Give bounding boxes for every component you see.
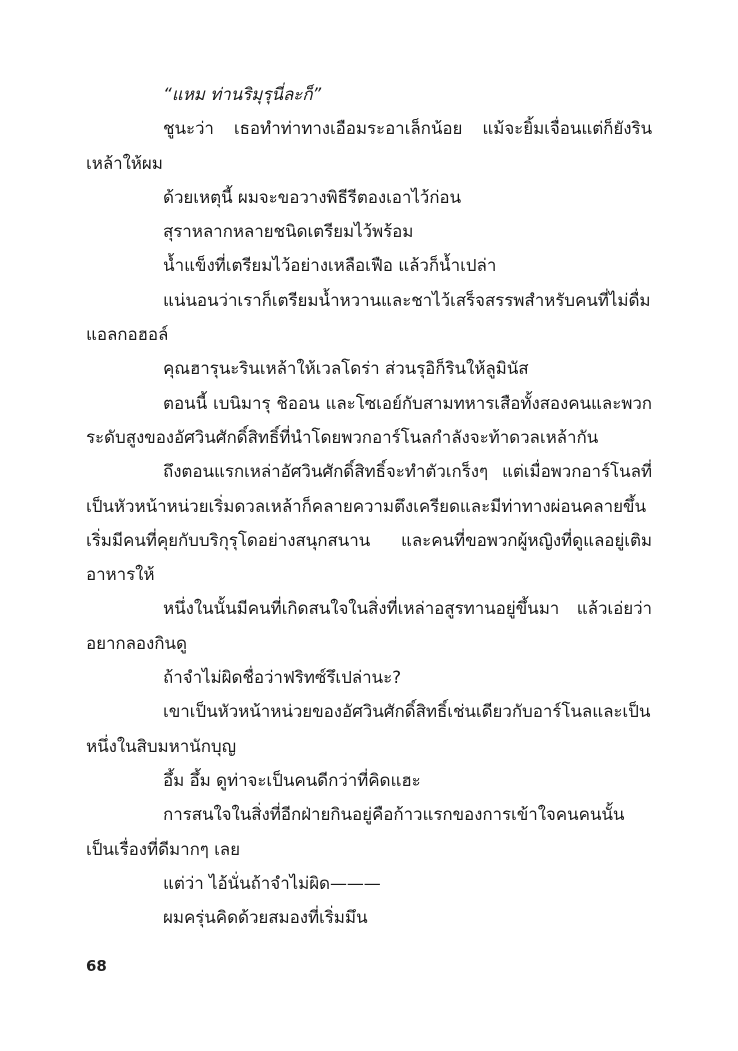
paragraph: การสนใจในสิ่งที่อีกฝ่ายกินอยู่คือก้าวแรกของการเข้าใจคนคนนั้นเป็นเรื่องที่ดีมากๆ เลย [86,805,625,860]
paragraph: น้ำแข็งที่เตรียมไว้อย่างเหลือเฟือ แล้วก็น้ำเปล่า [163,256,497,277]
paragraph: ถึงตอนแรกเหล่าอัศวินศักดิ์สิทธิ์จะทำตัวเกร็งๆ แต่เมื่อพวกอาร์โนลที่เป็นหัวหน้าหน่วยเริ่มดวลเหล้าก็คลายความตึงเครียดและมีท่าทางผ่อนคลายขึ้น เริ่มมีคนที่คุยกับบริกุรุโดอย่างสนุกสนาน และคนที่ขอพวกผู้หญิงที่ดูแลอยู่เติมอาหารให้ [86,462,652,586]
paragraph: หนึ่งในนั้นมีคนที่เกิดสนใจในสิ่งที่เหล่าอสูรทานอยู่ขึ้นมา แล้วเอ่ยว่าอยากลองกินดู [86,599,652,654]
paragraph: ด้วยเหตุนี้ ผมจะขอวางพิธีรีตองเอาไว้ก่อน [163,187,462,208]
paragraph: อึ้ม อึ้ม ดูท่าจะเป็นคนดีกว่าที่คิดแฮะ [163,770,421,791]
paragraph: ผมครุ่นคิดด้วยสมองที่เริ่มมึน [163,908,368,929]
paragraph: สุราหลากหลายชนิดเตรียมไว้พร้อม [163,222,414,243]
paragraph: ตอนนี้ เบนิมารุ ชิออน และโซเอย์กับสามทหารเสือทั้งสองคนและพวกระดับสูงของอัศวินศักดิ์สิทธิ์ที่นำโดยพวกอาร์โนลกำลังจะท้าดวลเหล้ากัน [86,393,652,448]
page-body [86,78,652,935]
paragraph: ชูนะว่า เธอทำท่าทางเอือมระอาเล็กน้อย แม้จะยิ้มเจื่อนแต่ก็ยังรินเหล้าให้ผม [86,119,652,174]
paragraph: ถ้าจำไม่ผิดชื่อว่าฟริทซ์รึเปล่านะ? [163,668,402,689]
paragraph: “แหม ท่านริมุรุนี่ละก็” [163,85,322,105]
paragraph: แต่ว่า ไอ้นั่นถ้าจำไม่ผิด——— [163,873,381,894]
paragraph: คุณฮารุนะรินเหล้าให้เวลโดร่า ส่วนรุอิก็รินให้ลูมินัส [163,359,529,380]
paragraph: เขาเป็นหัวหน้าหน่วยของอัศวินศักดิ์สิทธิ์เช่นเดียวกับอาร์โนลและเป็นหนึ่งในสิบมหานักบุญ [86,702,651,757]
page-number: 68 [86,957,107,975]
paragraph: แน่นอนว่าเราก็เตรียมน้ำหวานและชาไว้เสร็จสรรพสำหรับคนที่ไม่ดื่มแอลกอฮอล์ [86,290,651,346]
